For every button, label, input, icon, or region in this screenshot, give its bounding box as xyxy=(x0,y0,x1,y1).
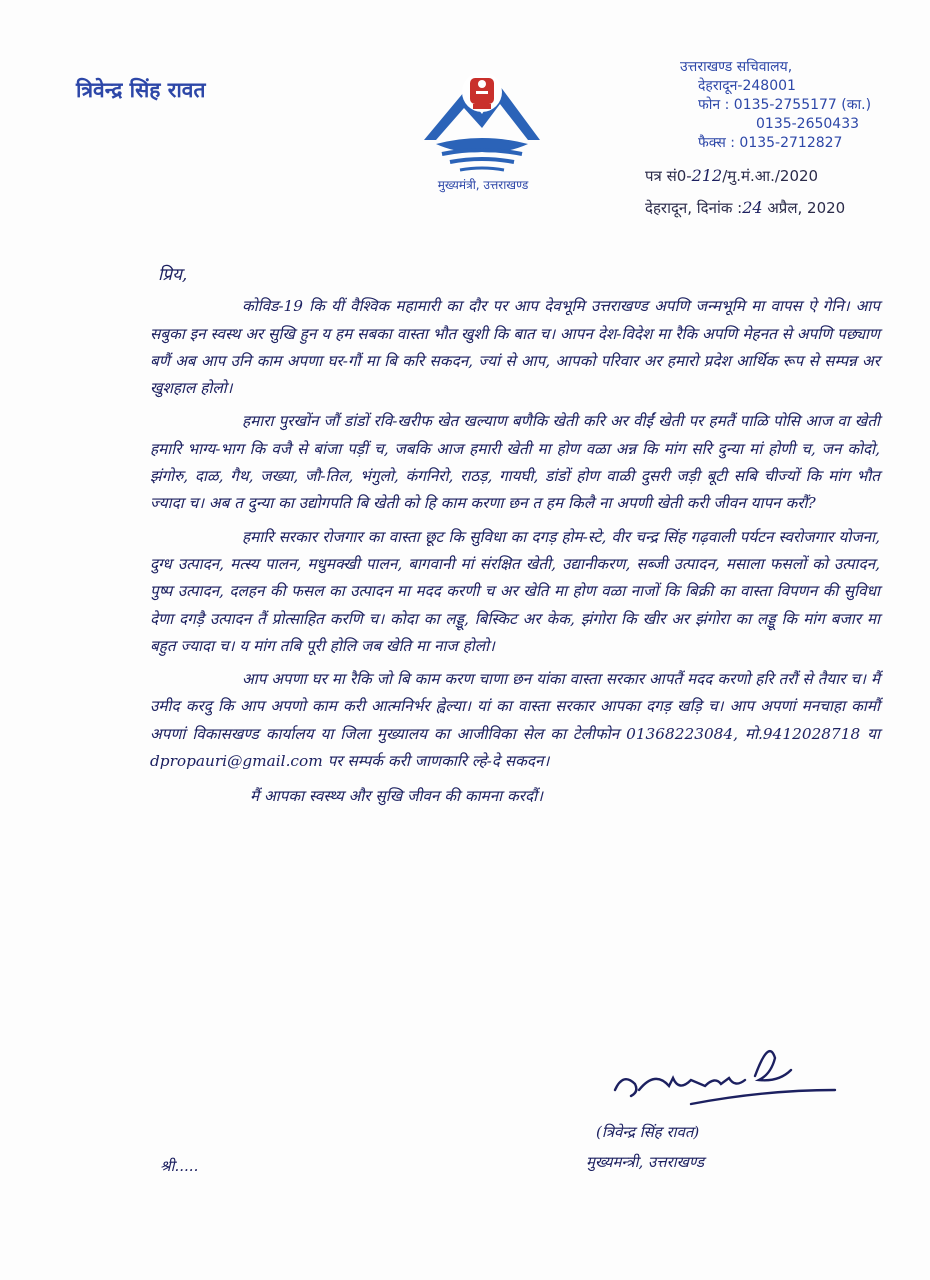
recipient-line: श्री..... xyxy=(160,1157,199,1175)
logo-caption: मुख्यमंत्री, उत्तराखण्ड xyxy=(437,178,529,192)
phone-line xyxy=(680,96,900,115)
closing-line: मैं आपका स्वस्थ्य और सुखि जीवन की कामना करदौं। xyxy=(250,787,543,806)
phone-alt-line: 0135-2650433 xyxy=(756,116,860,132)
date-prefix: देहरादून, दिनांक : xyxy=(645,199,743,217)
paragraph-4: आप अपणा घर मा रैकि जो बि काम करण चाणा छन यांका वास्ता सरकार आपतैं मदद करणो हरि तरौं से तैयार च। मैं उमीद करदु कि आप अपणो काम करी आत्मनिर्भर ह्वेल्या। यां का वास्ता सरकार आपका दगड़ खड़ि च। आप अपणां मनचाहा कामौं अपणां विकासखण्ड कार्यालय या जिला मुख्यालय का आजीविका सेल का टेलीफोन 01368223084, मो.9412028718 या dpropauri@gmail.com पर सम्पर्क करी जाणकारि ल्हे-दे सकदन। xyxy=(150,670,880,771)
phone-number: फोन : 0135-2755177 xyxy=(698,97,837,113)
address-line-1: उत्तराखण्ड सचिवालय, xyxy=(680,59,793,75)
date-day: 24 xyxy=(742,198,763,217)
fax-line: फैक्स : 0135-2712827 xyxy=(698,135,843,151)
reference-number xyxy=(645,166,818,186)
signer-name: (त्रिवेन्द्र सिंह रावत) xyxy=(596,1123,700,1141)
paragraph-1: कोविड-19 कि यीं वैश्विक महामारी का दौर पर आप देवभूमि उत्तराखण्ड अपणि जन्मभूमि मा वापस ऐ गेनि। आप सबुका इन स्वस्थ अर सुखि हुन य हम सबका वास्ता भौत खुशी कि बात च। आपन देश-विदेश मा रैकि अपणि मेहनत से अपणि पछ्याण बणैं अब आप उनि काम अपणा घर-गौं मा बि करि सकदन, ज्यां से आप, आपको परिवार अर हमारो प्रदेश आर्थिक रूप से सम्पन्न अर खुशहाल होलो। xyxy=(150,297,880,398)
reference-suffix: /मु.मं.आ./2020 xyxy=(722,167,819,185)
address-line-2: देहरादून-248001 xyxy=(698,78,796,94)
salutation: प्रिय, xyxy=(158,265,188,285)
office-address xyxy=(680,58,900,153)
reference-value: 212 xyxy=(691,166,723,185)
paragraph-3: हमारि सरकार रोजगार का वास्ता छूट कि सुविधा का दगड़ होम-स्टे, वीर चन्द्र सिंह गढ़वाली पर्यटन स्वरोजगार योजना, दुग्ध उत्पादन, मत्स्य पालन, मधुमक्खी पालन, बागवानी मां संरक्षित खेती, उद्यानीकरण, सब्जी उत्पादन, मसाला फसलों को उत्पादन, पुष्प उत्पादन, दलहन की फसल का उत्पादन मा मदद करणी च अर खेति मा होण वळा नाजों कि बिक्री का वास्ता विपणन की सुविधा देणा दगड़ै उत्पादन तैं प्रोत्साहित करणि च। कोदा का लड्डू, बिस्किट अर केक, झंगोरा कि खीर अर झंगोरा का लड्डू कि मांग बजार मा बहुत ज्यादा च। य मांग तबि पूरी होलि जब खेति मा नाज होलो। xyxy=(150,527,880,655)
letter-date xyxy=(645,198,845,218)
date-suffix: अप्रैल, 2020 xyxy=(767,199,846,217)
office-tag: (का.) xyxy=(841,97,872,113)
signer-title: मुख्यमन्त्री, उत्तराखण्ड xyxy=(586,1153,705,1171)
letter-body xyxy=(150,262,880,811)
reference-prefix: पत्र सं0- xyxy=(645,167,692,185)
paragraph-2: हमारा पुरखोंन जौं डांडों रवि-खरीफ खेत खल्याण बणैकि खेती करि अर वीईं खेती पर हमतैं पाळि पोसि आज वा खेती हमारि भाग्य-भाग कि वजै से बांजा पड़ीं च, जबकि आज हमारी खेती मा होण वळा अन्न कि मांग सरि दुन्या मां होणी च, जन कोदो, झंगोरु, दाळ, गैथ, जख्या, जौ-तिल, भंगुलो, कंगनिरो, राठड़, गायघी, डांडों होण वाळी दुसरी जड़ी बूटी सबि चीज्यों कि मांग भौत ज्यादा च। अब त दुन्या का उद्योगपति बि खेती को हि काम करणा छन त हम किलै ना अपणी खेती करी जीवन यापन करौं? xyxy=(150,412,880,513)
sender-name: त्रिवेन्द्र सिंह रावत xyxy=(76,78,206,102)
handwritten-signature-icon xyxy=(595,1030,845,1130)
uttarakhand-emblem-icon xyxy=(416,62,548,182)
